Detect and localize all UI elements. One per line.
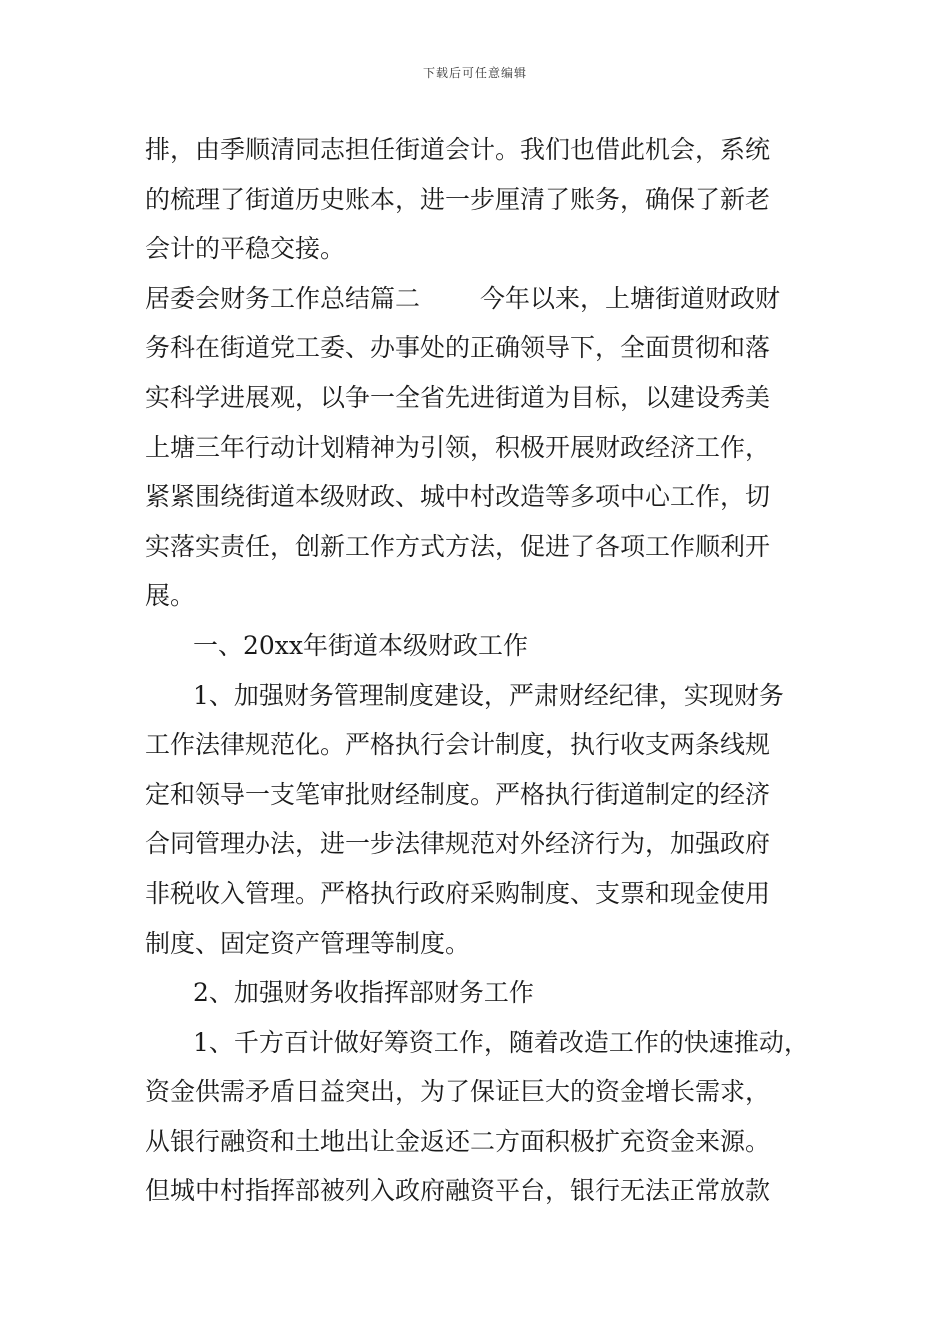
text-line: 非税收入管理。严格执行政府采购制度、支票和现金使用 — [145, 878, 771, 908]
section-intro: 今年以来，上塘街道财政财 — [480, 283, 781, 313]
text-line: 定和领导一支笔审批财经制度。严格执行街道制定的经济 — [145, 779, 771, 809]
text-line: 上塘三年行动计划精神为引领，积极开展财政经济工作， — [145, 432, 771, 462]
text-line: 合同管理办法，进一步法律规范对外经济行为，加强政府 — [145, 829, 771, 859]
text-line: 1、加强财务管理制度建设，严肃财经纪律，实现财务 — [193, 680, 784, 710]
text-line: 从银行融资和土地出让金返还二方面积极扩充资金来源。 — [145, 1126, 771, 1156]
text-line: 制度、固定资产管理等制度。 — [145, 928, 471, 958]
text-line: 务科在街道党工委、办事处的正确领导下，全面贯彻和落 — [145, 333, 771, 363]
page-header-note: 下载后可任意编辑 — [422, 66, 527, 80]
document-body — [145, 125, 810, 1216]
text-line: 的梳理了街道历史账本，进一步厘清了账务，确保了新老 — [145, 184, 771, 214]
subheading-line: 一、20xx年街道本级财政工作 — [193, 630, 529, 660]
text-line: 资金供需矛盾日益突出，为了保证巨大的资金增长需求， — [145, 1077, 771, 1107]
text-line: 会计的平稳交接。 — [145, 234, 346, 264]
text-line: 紧紧围绕街道本级财政、城中村改造等多项中心工作，切 — [145, 482, 771, 512]
text-line: 实落实责任，创新工作方式方法，促进了各项工作顺利开 — [145, 531, 771, 561]
text-line: 工作法律规范化。严格执行会计制度，执行收支两条线规 — [145, 730, 771, 760]
section-title-line — [145, 274, 810, 324]
text-line: 展。 — [145, 581, 196, 611]
text-line: 但城中村指挥部被列入政府融资平台，银行无法正常放款 — [145, 1176, 771, 1206]
text-line: 排，由季顺清同志担任街道会计。我们也借此机会，系统 — [145, 135, 771, 164]
section-title: 居委会财务工作总结篇二 — [145, 283, 421, 313]
text-line: 1、千方百计做好筹资工作，随着改造工作的快速推动， — [193, 1027, 809, 1057]
subheading-line: 2、加强财务收指挥部财务工作 — [193, 978, 534, 1008]
text-line: 实科学进展观，以争一全省先进街道为目标，以建设秀美 — [145, 382, 771, 412]
